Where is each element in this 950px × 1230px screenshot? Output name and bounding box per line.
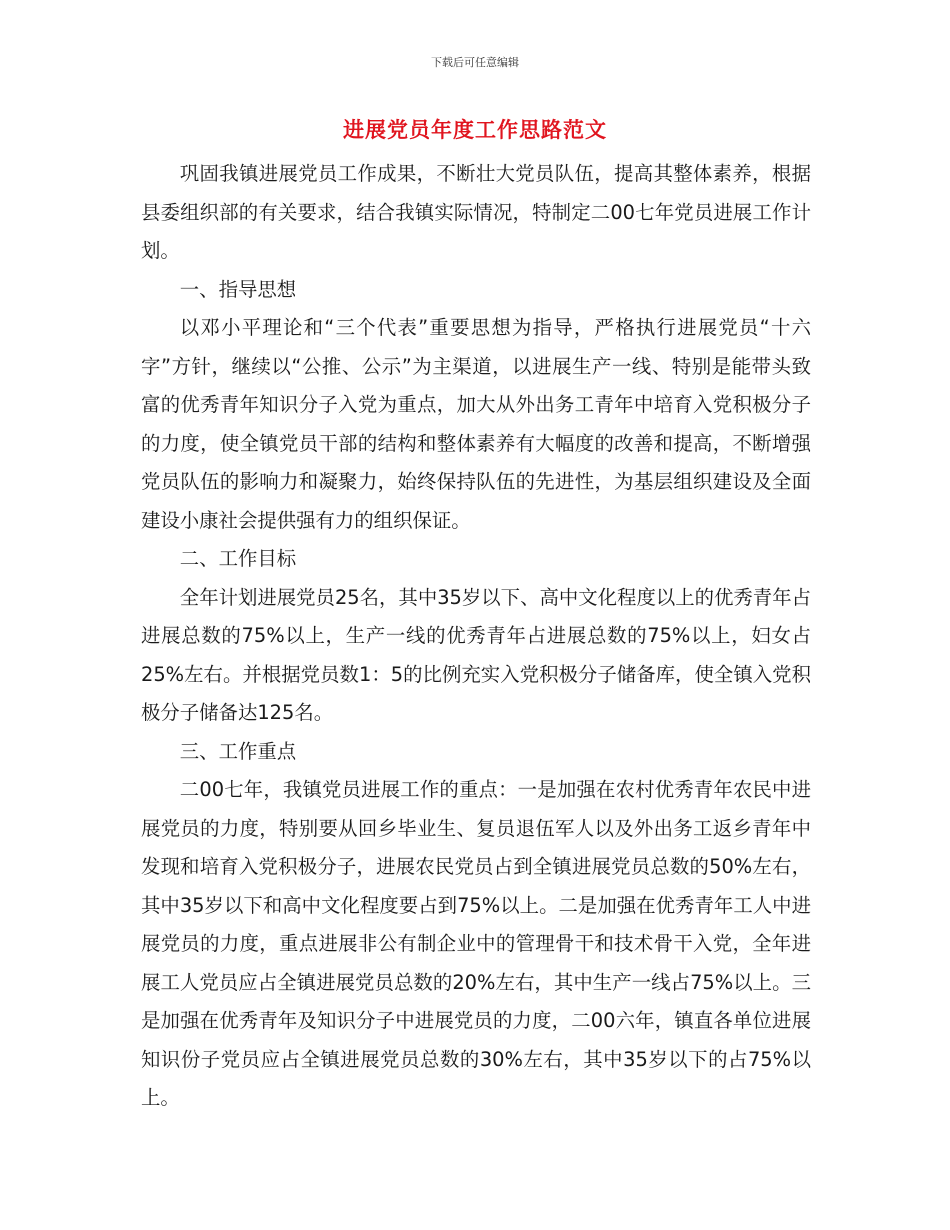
intro-paragraph: 巩固我镇进展党员工作成果，不断壮大党员队伍，提高其整体素养，根据县委组织部的有关要求，结合我镇实际情况，特制定二00七年党员进展工作计划。 — [141, 162, 811, 262]
section-body-guiding-ideology: 以邓小平理论和“三个代表”重要思想为指导，严格执行进展党员“十六字”方针，继续以“公推、公示”为主渠道，以进展生产一线、特别是能带头致富的优秀青年知识分子入党为重点，加大从外出务工青年中培育入党积极分子的力度，使全镇党员干部的结构和整体素养有大幅度的改善和提高，不断增强党员队伍的影响力和凝聚力，始终保持队伍的先进性，为基层组织建设及全面建设小康社会提供强有力的组织保证。 — [141, 316, 811, 532]
section-heading-work-focus: 三、工作重点 — [179, 739, 297, 763]
document-title: 进展党员年度工作思路范文 — [343, 118, 607, 142]
header-note: 下载后可任意编辑 — [431, 56, 519, 69]
section-body-work-goals: 全年计划进展党员25名，其中35岁以下、高中文化程度以上的优秀青年占进展总数的75%以上，生产一线的优秀青年占进展总数的75%以上，妇女占25%左右。并根据党员数1：5的比例充实入党积极分子储备库，使全镇入党积极分子储备达125名。 — [141, 585, 811, 724]
section-heading-work-goals: 二、工作目标 — [179, 547, 297, 570]
document-body — [141, 155, 811, 1118]
section-body-work-focus: 二00七年，我镇党员进展工作的重点：一是加强在农村优秀青年农民中进展党员的力度，特别要从回乡毕业生、复员退伍军人以及外出务工返乡青年中发现和培育入党积极分子，进展农民党员占到全镇进展党员总数的50%左右，其中35岁以下和高中文化程度要占到75%以上。二是加强在优秀青年工人中进展党员的力度，重点进展非公有制企业中的管理骨干和技术骨干入党，全年进展工人党员应占全镇进展党员总数的20%左右，其中生产一线占75%以上。三是加强在优秀青年及知识分子中进展党员的力度，二00六年，镇直各单位进展知识份子党员应占全镇进展党员总数的30%左右，其中35岁以下的占75%以上。 — [141, 778, 811, 1109]
section-heading-guiding-ideology: 一、指导思想 — [179, 277, 297, 301]
